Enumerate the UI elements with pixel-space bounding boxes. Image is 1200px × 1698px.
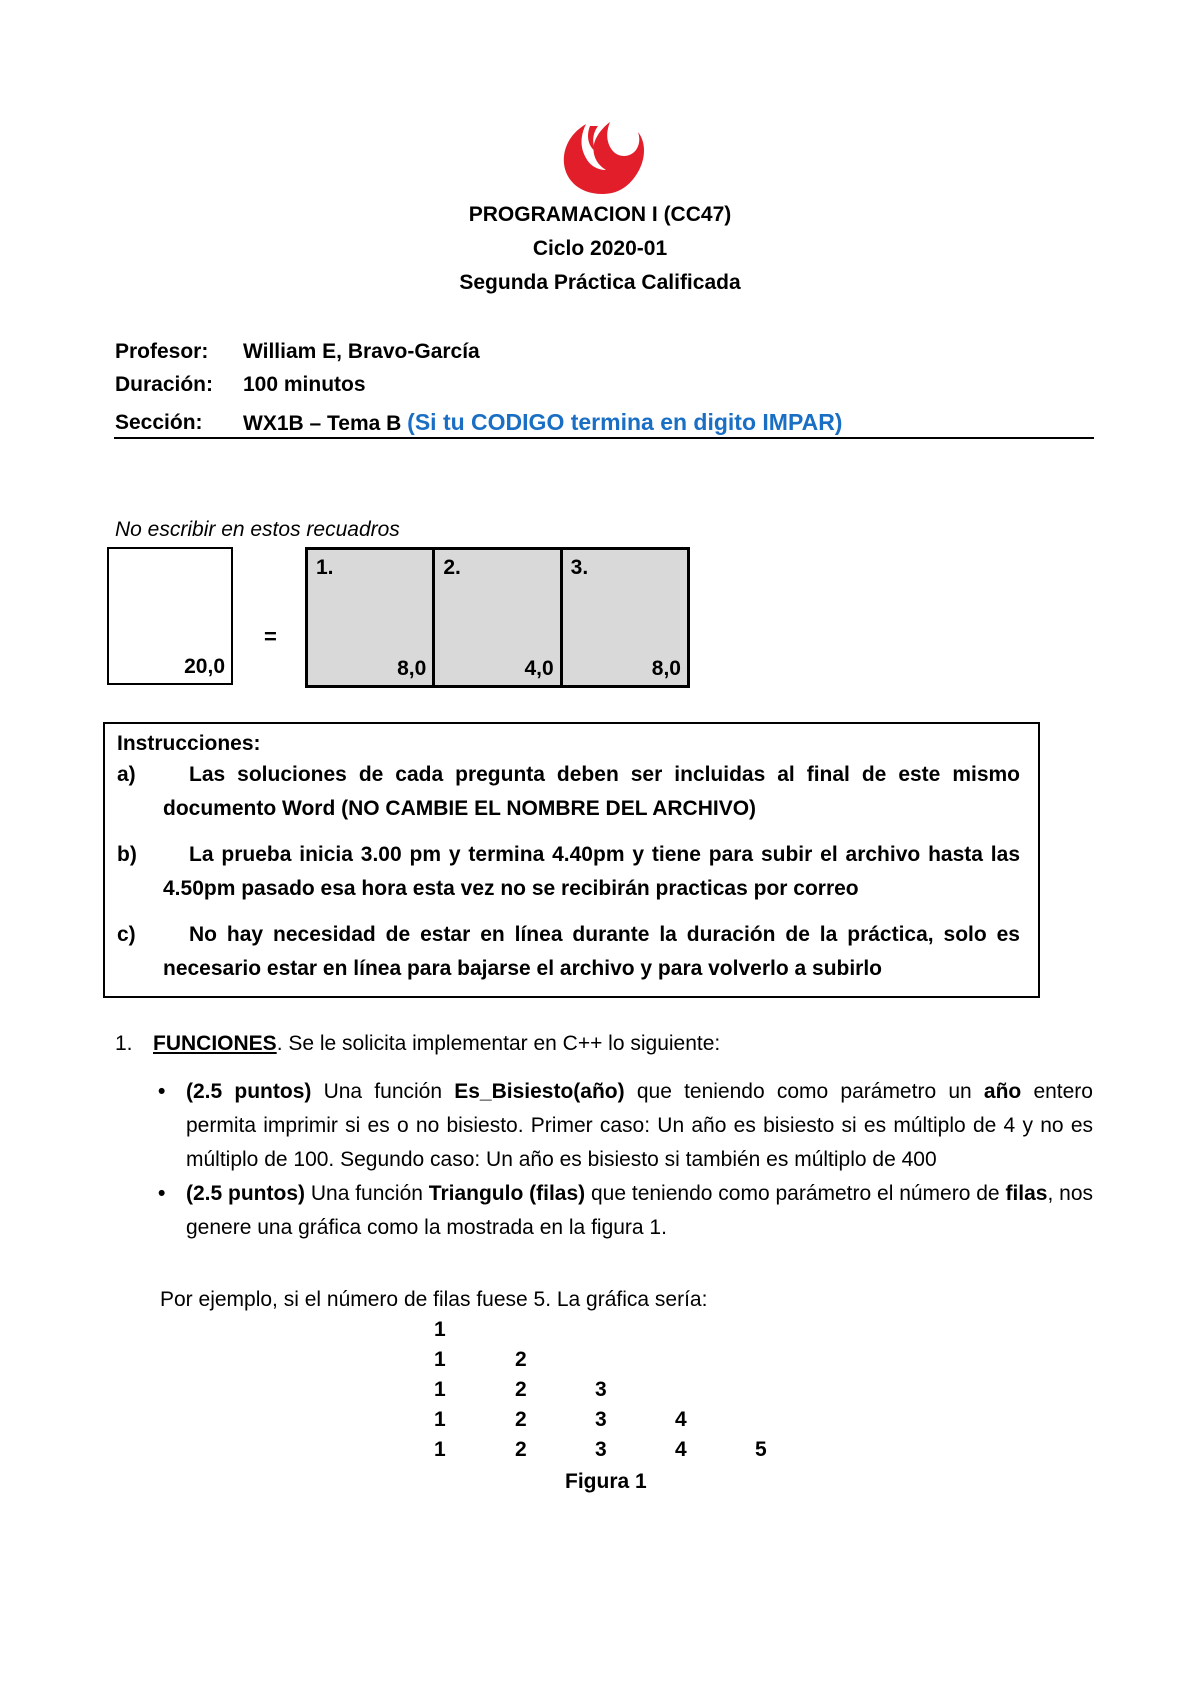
question-1-heading: [115, 1032, 720, 1056]
header-divider: [114, 437, 1094, 439]
cycle-title: Ciclo 2020-01: [532, 237, 668, 260]
points: (2.5 puntos): [186, 1182, 306, 1205]
figure-caption: Figura 1: [565, 1470, 647, 1493]
figure-number: 5: [755, 1438, 767, 1461]
example-text: Por ejemplo, si el número de filas fuese 5. La gráfica sería:: [160, 1288, 708, 1311]
score-cell-number: 3.: [570, 556, 589, 579]
param-name: filas: [1005, 1182, 1048, 1205]
text-segment: entero permita imprimir si es o no bisiesto. Primer caso: Un año es bisiesto si es múltiplo de 4 y no es múltiplo de 100. Segundo caso: Un año es bisiesto si también es múltiplo de 400: [186, 1080, 1093, 1171]
points: (2.5 puntos): [186, 1080, 312, 1103]
bullet-triangle: [158, 1177, 1093, 1245]
score-cell: [308, 550, 435, 685]
instruction-key: c): [117, 923, 136, 946]
university-logo: [560, 118, 646, 196]
score-cell: [563, 550, 687, 685]
exam-title: Segunda Práctica Calificada: [459, 271, 741, 294]
instruction-key: b): [117, 843, 137, 866]
figure-number: 3: [595, 1438, 607, 1461]
instruction-item: [117, 918, 1020, 986]
score-cell-value: 8,0: [651, 657, 681, 680]
score-cell-number: 1.: [316, 556, 334, 579]
param-name: año: [983, 1080, 1022, 1103]
text-segment: Una función: [305, 1182, 429, 1205]
figure-number: 2: [515, 1408, 527, 1431]
duration-value: 100 minutos: [243, 373, 366, 396]
figure-number: 1: [434, 1318, 446, 1341]
instructions-box: [103, 722, 1040, 998]
section-note: (Si tu CODIGO termina en digito IMPAR): [407, 409, 843, 435]
text-segment: , nos genere una gráfica como la mostrada en la figura 1.: [186, 1182, 1094, 1239]
figure-number: 2: [515, 1438, 527, 1461]
score-cell-value: 8,0: [397, 657, 427, 680]
equals-sign: =: [264, 624, 277, 649]
function-name: Triangulo (filas): [428, 1182, 586, 1205]
question-number: 1.: [115, 1032, 133, 1055]
instruction-item: [117, 758, 1020, 826]
course-title: PROGRAMACION I (CC47): [468, 203, 732, 226]
question-intro: . Se le solicita implementar en C++ lo siguiente:: [276, 1032, 721, 1055]
bullet-leap-year: [158, 1075, 1093, 1177]
figure-number: 4: [675, 1408, 687, 1431]
instructions-heading: Instrucciones:: [117, 732, 261, 755]
section-label: Sección:: [115, 411, 203, 434]
figure-number: 1: [434, 1378, 446, 1401]
total-score: 20,0: [184, 655, 225, 678]
figure-number: 1: [434, 1348, 446, 1371]
figure-number: 4: [675, 1438, 687, 1461]
figure-number: 3: [595, 1408, 607, 1431]
bullet-text: [186, 1177, 1093, 1245]
figure-number: 1: [434, 1438, 446, 1461]
instruction-text: No hay necesidad de estar en línea durante la duración de la práctica, solo es necesario estar en línea para bajarse el archivo y para volverlo a subirlo: [163, 923, 1020, 980]
text-segment: Una función: [311, 1080, 455, 1103]
professor-label: Profesor:: [115, 340, 209, 363]
score-cell-number: 2.: [443, 556, 461, 579]
bullet-icon: •: [158, 1182, 166, 1205]
score-cell-value: 4,0: [524, 657, 554, 680]
total-score-box: [107, 547, 233, 685]
figure-number: 1: [434, 1408, 446, 1431]
instruction-item: [117, 838, 1020, 906]
section-code: WX1B – Tema B: [243, 412, 402, 435]
text-segment: que teniendo como parámetro un: [624, 1080, 984, 1103]
figure-number: 3: [595, 1378, 607, 1401]
text-segment: que teniendo como parámetro el número de: [585, 1182, 1006, 1205]
score-cell: [435, 550, 562, 685]
figure-number: 2: [515, 1348, 527, 1371]
section-value: [243, 409, 842, 436]
bullet-text: [186, 1075, 1093, 1177]
instruction-key: a): [117, 763, 136, 786]
duration-label: Duración:: [115, 373, 214, 396]
score-breakdown: [305, 547, 690, 688]
instruction-text: La prueba inicia 3.00 pm y termina 4.40pm y tiene para subir el archivo hasta las 4.50pm pasado esa hora esta vez no se recibirán practicas por correo: [163, 843, 1020, 900]
figure-number: 2: [515, 1378, 527, 1401]
professor-value: William E, Bravo-García: [243, 340, 480, 363]
bullet-icon: •: [158, 1080, 166, 1103]
grading-note: No escribir en estos recuadros: [115, 518, 400, 541]
function-name: Es_Bisiesto(año): [454, 1080, 625, 1103]
question-topic: FUNCIONES: [153, 1032, 277, 1055]
instruction-text: Las soluciones de cada pregunta deben ser incluidas al final de este mismo documento Word (NO CAMBIE EL NOMBRE DEL ARCHIVO): [163, 763, 1020, 820]
